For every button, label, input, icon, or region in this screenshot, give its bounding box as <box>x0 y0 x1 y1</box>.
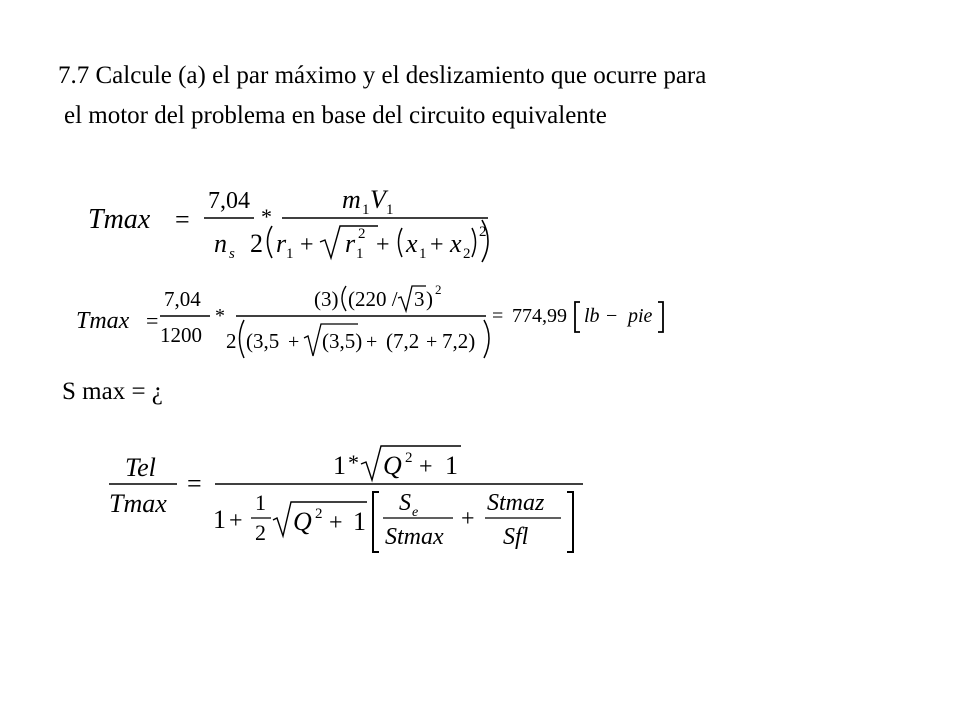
eq3-den-one: 1 <box>213 505 226 534</box>
problem-line-1: 7.7 Calcule (a) el par máximo y el deslizamiento que ocurre para <box>58 62 707 89</box>
eq3-den-q-sq: 2 <box>315 506 323 522</box>
eq2-den-72a: (7,2 <box>386 329 420 353</box>
eq2-times: * <box>215 305 225 327</box>
eq2-equals: = <box>146 308 159 333</box>
eq2-num-left-paren <box>342 286 346 311</box>
eq1-num-m-sub: 1 <box>362 202 370 218</box>
eq1-k-den-sub: s <box>229 246 235 262</box>
eq1-k-den-n: n <box>214 229 227 258</box>
eq1-k-numerator: 7,04 <box>208 188 250 214</box>
problem-line-2: el motor del problema en base del circuito equivalente <box>64 102 607 129</box>
eq3-num-q-sq: 2 <box>405 450 413 466</box>
eq2-den-plus1: + <box>288 331 300 353</box>
eq2-den-two: 2 <box>226 329 237 353</box>
eq2-k-numerator: 7,04 <box>164 287 201 311</box>
eq3-equals: = <box>187 469 202 498</box>
eq3-den-plus3: + <box>461 506 475 532</box>
equation-tmax-numeric <box>76 280 676 365</box>
eq2-equals-result: = <box>492 305 504 327</box>
eq2-den-left-paren <box>240 320 245 358</box>
eq3-num-times: * <box>348 450 359 475</box>
eq3-den-q: Q <box>293 507 312 536</box>
eq3-half-num: 1 <box>255 490 266 515</box>
eq2-unit-right-bracket <box>658 302 663 332</box>
eq1-den-plus1: + <box>300 232 314 258</box>
eq1-den-x1: x <box>406 229 418 258</box>
eq2-num-220: (220 / <box>348 287 398 311</box>
eq2-unit-pie: pie <box>628 305 653 327</box>
eq2-k-denominator: 1200 <box>160 323 202 347</box>
eq3-f1-num-sub: e <box>412 505 419 520</box>
eq2-unit-left-bracket <box>575 302 580 332</box>
eq1-root-r-sq: 2 <box>358 226 366 242</box>
eq2-lhs: Tmax <box>76 308 130 334</box>
eq1-den-plus2: + <box>376 232 390 258</box>
eq2-result-value: 774,99 <box>512 305 567 327</box>
eq2-den-root-35: (3,5) <box>322 329 363 353</box>
eq3-num-plus: + <box>419 454 433 480</box>
eq2-den-plus2: + <box>366 331 378 353</box>
eq3-f1-den: Stmax <box>385 524 444 550</box>
eq1-num-v-sub: 1 <box>386 202 394 218</box>
eq1-equals: = <box>175 205 190 234</box>
eq3-lhs-denominator: Tmax <box>109 489 167 518</box>
eq1-den-r-sub: 1 <box>286 246 294 262</box>
eq1-inner-left-paren <box>399 228 403 257</box>
eq1-root-r-sub: 1 <box>356 246 364 262</box>
eq3-num-plus-one: 1 <box>445 451 458 480</box>
eq2-den-35: (3,5 <box>246 329 280 353</box>
eq2-unit-lb: lb <box>584 305 600 327</box>
eq1-den-x2-sub: 2 <box>463 246 471 262</box>
eq2-den-72b: 7,2) <box>442 329 476 353</box>
eq1-den-plus3: + <box>430 232 444 258</box>
eq3-lhs-numerator: Tel <box>125 453 156 482</box>
eq2-num-close: ) <box>426 287 433 311</box>
eq1-den-x1-sub: 1 <box>419 246 427 262</box>
eq1-den-x2: x <box>450 229 462 258</box>
eq2-den-plus3: + <box>426 331 438 353</box>
eq1-times: * <box>261 204 272 229</box>
eq2-den-right-paren <box>484 320 489 358</box>
eq2-unit-minus: − <box>606 305 618 327</box>
eq1-num-v: V <box>370 185 386 214</box>
eq1-root-r: r <box>345 229 356 258</box>
eq2-num-3: (3) <box>314 287 339 311</box>
eq1-den-left-paren <box>268 226 273 258</box>
eq3-den-plus2: + <box>329 510 343 536</box>
eq1-lhs: Tmax <box>88 204 151 235</box>
eq3-den-plus1: + <box>229 508 243 534</box>
eq1-inner-sq: 2 <box>479 224 487 240</box>
eq3-num-q: Q <box>383 451 402 480</box>
eq3-num-one: 1 <box>333 451 346 480</box>
equation-torque-ratio <box>105 440 595 560</box>
eq3-den-plus2-one: 1 <box>353 507 366 536</box>
smax-question: S max = ¿ <box>62 378 163 405</box>
eq1-den-r: r <box>276 229 287 258</box>
eq1-den-two: 2 <box>250 229 263 258</box>
eq3-f1-num-s: S <box>399 490 411 516</box>
eq1-num-m: m <box>342 185 361 214</box>
eq2-num-sq: 2 <box>435 282 442 297</box>
eq1-inner-right-paren <box>472 228 476 257</box>
eq3-f2-den: Sfl <box>503 524 529 550</box>
eq3-left-bracket <box>373 492 379 552</box>
eq3-right-bracket <box>567 492 573 552</box>
equation-tmax-general <box>80 180 500 270</box>
eq2-num-root-3: 3 <box>414 287 425 311</box>
eq3-half-den: 2 <box>255 520 266 545</box>
eq3-f2-num: Stmaz <box>487 490 545 516</box>
